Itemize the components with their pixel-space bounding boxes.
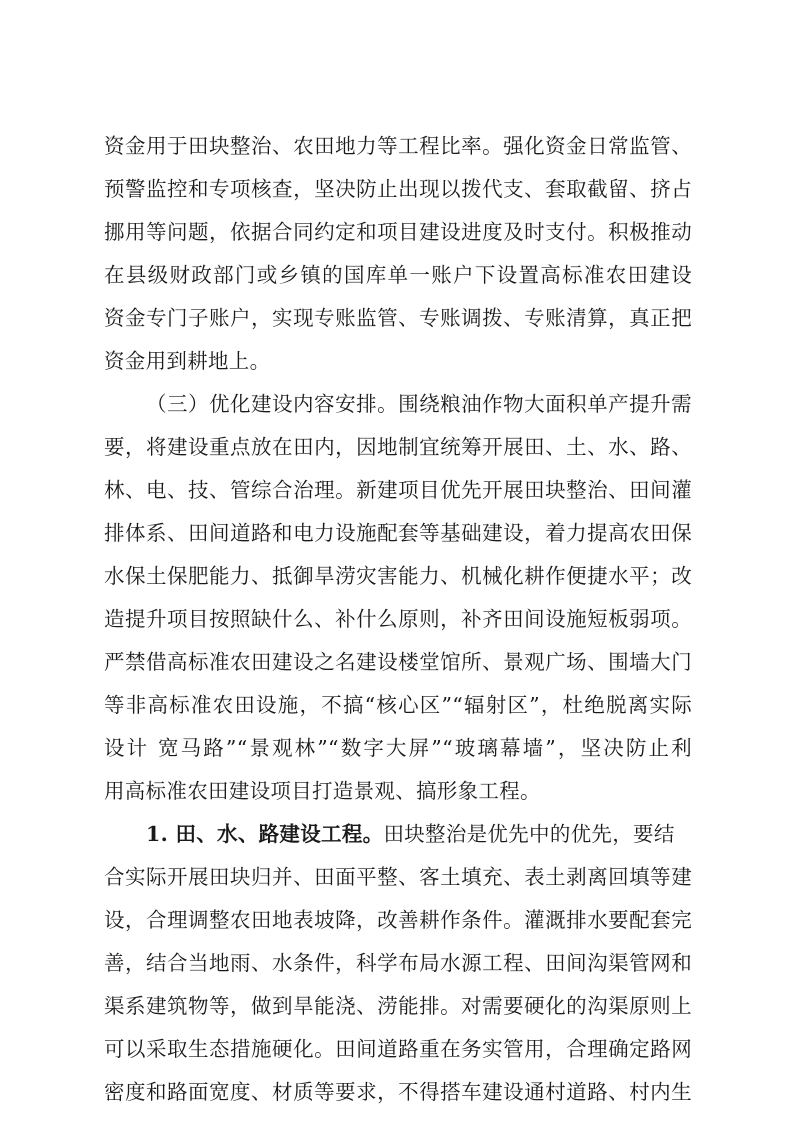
text-line: 渠系建筑物等，做到旱能浇、涝能排。对需要硬化的沟渠原则上: [104, 994, 692, 1018]
subsection-text: 田块整治是优先中的优先，要结: [383, 822, 675, 846]
text-line: 水保土保肥能力、抵御旱涝灾害能力、机械化耕作便捷水平；改: [104, 564, 692, 588]
subsection-line: [146, 816, 692, 852]
text-line: 善，结合当地雨、水条件，科学布局水源工程、田间沟渠管网和: [104, 951, 692, 975]
text-line: 预警监控和专项核查，坚决防止出现以拨代支、套取截留、挤占: [104, 177, 692, 201]
text-line: 在县级财政部门或乡镇的国库单一账户下设置高标准农田建设: [104, 263, 692, 287]
text-line: 要，将建设重点放在田内，因地制宜统筹开展田、土、水、路、: [104, 435, 692, 459]
text-line: 合实际开展田块归并、田面平整、客土填充、表土剥离回填等建: [104, 865, 692, 889]
text-line: 资金用到耕地上。: [104, 349, 271, 373]
text-line: 密度和路面宽度、材质等要求，不得搭车建设通村道路、村内生: [104, 1080, 692, 1104]
subsection-heading: 1. 田、水、路建设工程。: [146, 822, 384, 846]
text-line: 资金专门子账户，实现专账监管、专账调拨、专账清算，真正把: [104, 306, 692, 330]
text-line: 造提升项目按照缺什么、补什么原则，补齐田间设施短板弱项。: [104, 607, 692, 631]
text-line: 用高标准农田建设项目打造景观、搞形象工程。: [104, 779, 541, 803]
text-line: 资金用于田块整治、农田地力等工程比率。强化资金日常监管、: [104, 134, 692, 158]
section-heading-line: （三）优化建设内容安排。围绕粮油作物大面积单产提升需: [146, 392, 692, 416]
text-line: 可以采取生态措施硬化。田间道路重在务实管用，合理确定路网: [104, 1037, 692, 1061]
text-line: 严禁借高标准农田建设之名建设楼堂馆所、景观广场、围墙大门: [104, 650, 692, 674]
text-line: 林、电、技、管综合治理。新建项目优先开展田块整治、田间灌: [104, 478, 692, 502]
text-line: 等非高标准农田设施，不搞“核心区”“辐射区”，杜绝脱离实际: [104, 693, 692, 717]
text-line: 设，合理调整农田地表坡降，改善耕作条件。灌溉排水要配套完: [104, 908, 692, 932]
text-line: 设计 宽马路”“景观林”“数字大屏”“玻璃幕墙”，坚决防止利: [104, 736, 692, 760]
text-line: 挪用等问题，依据合同约定和项目建设进度及时支付。积极推动: [104, 220, 692, 244]
text-line: 排体系、田间道路和电力设施配套等基础建设，着力提高农田保: [104, 521, 692, 545]
